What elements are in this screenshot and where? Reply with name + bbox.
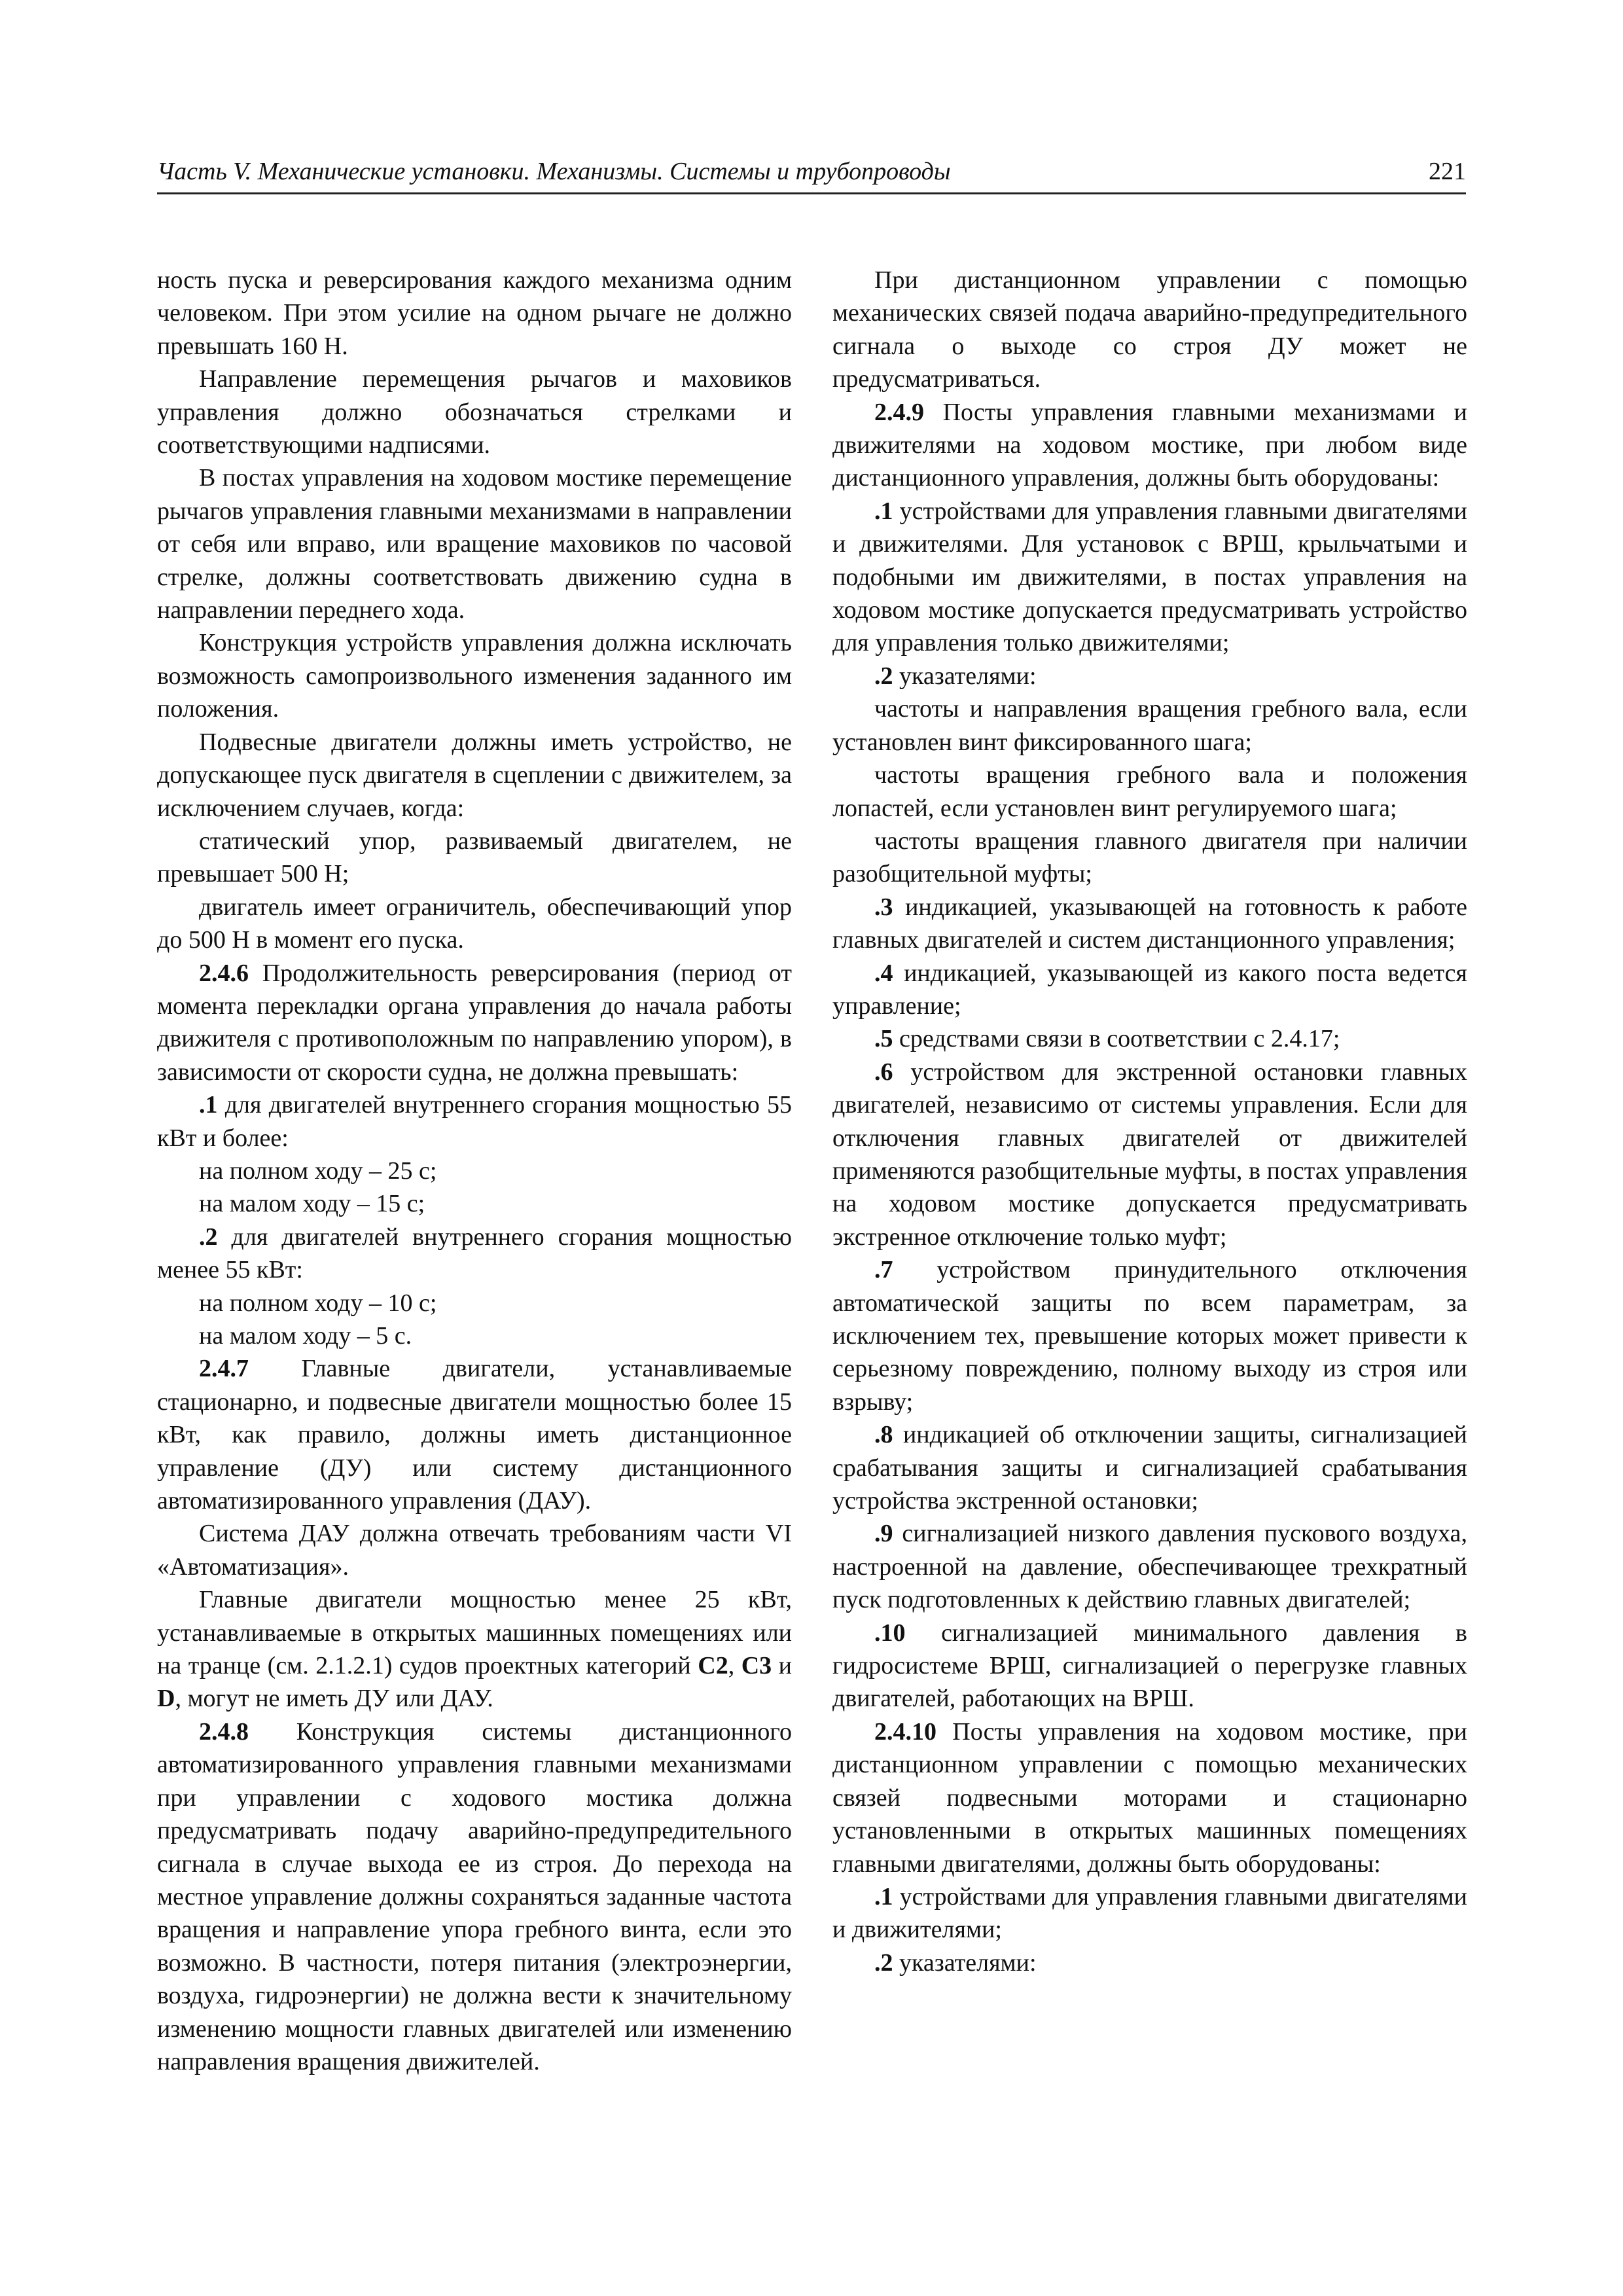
- item-number: .7: [874, 1256, 893, 1284]
- item-text: устройством для экстренной остановки главных двигателей, независимо от системы управления. Если для отключения главных двигателей от движителей применяются разобщительные муфты, в постах управления на ходовом мостике допускается предусматривать экстренное отключение только муфт;: [832, 1058, 1467, 1251]
- item-text: средствами связи в соответствии с 2.4.17;: [893, 1025, 1340, 1053]
- item-number: .9: [874, 1520, 893, 1548]
- item-number: .10: [874, 1619, 906, 1647]
- section-2-4-9: [832, 396, 1467, 495]
- item-text: указателями:: [893, 1948, 1037, 1977]
- clause-number: 2.4.6: [199, 959, 249, 987]
- category-d: D: [157, 1685, 175, 1713]
- item-text: устройствами для управления главными двигателями и движителями;: [832, 1882, 1467, 1944]
- item-text: индикацией об отключении защиты, сигнализацией срабатывания защиты и сигнализацией срабатывания устройства экстренной остановки;: [832, 1421, 1467, 1515]
- item-number: .3: [874, 893, 893, 921]
- item-number: .6: [874, 1058, 893, 1086]
- paragraph: Конструкция устройств управления должна исключать возможность самопроизвольного изменения заданного им положения.: [157, 629, 792, 723]
- clause-text: Продолжительность реверсирования (период от момента перекладки органа управления до начала работы движителя с противоположным по направлению упором), в зависимости от скорости судна, не должна превышать:: [157, 959, 792, 1086]
- section-2-4-8: [157, 1715, 792, 2078]
- page-number: 221: [1429, 158, 1466, 185]
- paragraph: При дистанционном управлении с помощью механических связей подача аварийно-предупредительного сигнала о выходе со строя ДУ может не предусматриваться.: [832, 266, 1467, 393]
- paragraph: на малом ходу – 15 с;: [199, 1190, 425, 1218]
- category-c2: C2: [698, 1652, 728, 1680]
- item-text: индикацией, указывающей на готовность к работе главных двигателей и систем дистанционного управления;: [832, 893, 1467, 954]
- clause-text: Главные двигатели, устанавливаемые стационарно, и подвесные двигатели мощностью более 15 кВт, как правило, должны иметь дистанционное управление (ДУ) или систему дистанционного автоматизированного управления (ДАУ).: [157, 1355, 792, 1515]
- clause-text: Конструкция системы дистанционного автоматизированного управления главными механизмами при управлении с ходового мостика должна предусматривать подачу аварийно-предупредительного сигнала в случае выхода ее из строя. До перехода на местное управление должны сохраняться заданные частота вращения и направление упора гребного винта, если это возможно. В частности, потеря питания (электроэнергии, воздуха, гидроэнергии) не должна вести к значительному изменению мощности главных двигателей или изменению направления вращения движителей.: [157, 1717, 792, 2075]
- list-item: [832, 1517, 1467, 1616]
- section-2-4-6: [157, 957, 792, 1089]
- item-text: сигнализацией низкого давления пускового воздуха, настроенной на давление, обеспечивающее трехкратный пуск подготовленных к действию главных двигателей;: [832, 1520, 1467, 1614]
- item-text: для двигателей внутреннего сгорания мощностью менее 55 кВт:: [157, 1223, 792, 1284]
- list-item: [157, 1221, 792, 1287]
- text-run: ,: [728, 1652, 741, 1680]
- paragraph: Система ДАУ должна отвечать требованиям части VI «Автоматизация».: [157, 1520, 792, 1581]
- header-title: Часть V. Механические установки. Механизмы. Системы и трубопроводы: [157, 158, 951, 185]
- running-header: [157, 157, 1466, 196]
- section-2-4-10: [832, 1715, 1467, 1880]
- clause-number: 2.4.7: [199, 1355, 249, 1383]
- paragraph: [157, 1583, 792, 1715]
- list-item: [832, 957, 1467, 1023]
- item-text: индикацией, указывающей из какого поста ведется управление;: [832, 959, 1467, 1020]
- text-run: , могут не иметь ДУ или ДАУ.: [175, 1685, 493, 1713]
- item-number: .2: [874, 662, 893, 690]
- text-run: Главные двигатели мощностью менее 25 кВт, устанавливаемые в открытых машинных помещениях или на транце (см. 2.1.2.1) судов проектных категорий: [157, 1586, 792, 1680]
- paragraph: на малом ходу – 5 с.: [199, 1322, 412, 1350]
- item-text: для двигателей внутреннего сгорания мощностью 55 кВт и более:: [157, 1091, 792, 1152]
- item-number: .4: [874, 959, 893, 987]
- paragraph: частоты вращения гребного вала и положения лопастей, если установлен винт регулируемого шага;: [832, 761, 1467, 822]
- paragraph: В постах управления на ходовом мостике перемещение рычагов управления главными механизмами в направлении от себя или вправо, или вращение маховиков по часовой стрелке, должны соответствовать движению судна в направлении переднего хода.: [157, 464, 792, 624]
- list-item: [832, 891, 1467, 957]
- list-item: [832, 1946, 1467, 1979]
- item-text: сигнализацией минимального давления в гидросистеме ВРШ, сигнализацией о перегрузке главных двигателей, работающих на ВРШ.: [832, 1619, 1467, 1713]
- right-column: [832, 264, 1467, 1979]
- clause-text: Посты управления на ходовом мостике, при дистанционном управлении с помощью механических связей подвесными моторами и стационарно установленными в открытых машинных помещениях главными двигателями, должны быть оборудованы:: [832, 1717, 1467, 1878]
- paragraph: статический упор, развиваемый двигателем, не превышает 500 Н;: [157, 827, 792, 888]
- list-item: [832, 1617, 1467, 1715]
- list-item: [832, 1022, 1467, 1055]
- paragraph: Направление перемещения рычагов и маховиков управления должно обозначаться стрелками и соответствующими надписями.: [157, 365, 792, 459]
- list-item: [832, 1253, 1467, 1418]
- item-number: .1: [874, 1882, 893, 1910]
- text-run: и: [772, 1652, 793, 1680]
- category-c3: C3: [741, 1652, 772, 1680]
- list-item: [832, 1880, 1467, 1946]
- paragraph: ность пуска и реверсирования каждого механизма одним человеком. При этом усилие на одном рычаге не должно превышать 160 Н.: [157, 266, 792, 360]
- paragraph: двигатель имеет ограничитель, обеспечивающий упор до 500 Н в момент его пуска.: [157, 893, 792, 954]
- left-column: [157, 264, 792, 2078]
- list-item: [832, 660, 1467, 692]
- clause-number: 2.4.8: [199, 1717, 249, 1746]
- list-item: [157, 1088, 792, 1155]
- item-text: устройствами для управления главными двигателями и движителями. Для установок с ВРШ, крыльчатыми и подобными им движителями, в постах управления на ходовом мостике допускается предусматривать устройство для управления только движителями;: [832, 497, 1467, 657]
- item-number: .8: [874, 1421, 893, 1449]
- list-item: [832, 495, 1467, 660]
- list-item: [832, 1418, 1467, 1517]
- clause-number: 2.4.10: [874, 1717, 936, 1746]
- paragraph: частоты и направления вращения гребного вала, если установлен винт фиксированного шага;: [832, 695, 1467, 756]
- section-2-4-7: [157, 1352, 792, 1517]
- paragraph: частоты вращения главного двигателя при наличии разобщительной муфты;: [832, 827, 1467, 888]
- item-number: .1: [199, 1091, 218, 1119]
- paragraph: Подвесные двигатели должны иметь устройство, не допускающее пуск двигателя в сцеплении с движителем, за исключением случаев, когда:: [157, 728, 792, 822]
- clause-number: 2.4.9: [874, 398, 924, 426]
- clause-text: Посты управления главными механизмами и движителями на ходовом мостике, при любом виде дистанционного управления, должны быть оборудованы:: [832, 398, 1467, 492]
- header-rule: [157, 192, 1466, 194]
- item-text: устройством принудительного отключения автоматической защиты по всем параметрам, за исключением тех, превышение которых может привести к серьезному повреждению, полному выходу из строя или взрыву;: [832, 1256, 1467, 1416]
- item-number: .2: [199, 1223, 218, 1251]
- item-number: .5: [874, 1025, 893, 1053]
- item-number: .1: [874, 497, 893, 525]
- paragraph: на полном ходу – 25 с;: [199, 1157, 437, 1185]
- list-item: [832, 1056, 1467, 1253]
- item-text: указателями:: [893, 662, 1037, 690]
- paragraph: на полном ходу – 10 с;: [199, 1289, 437, 1317]
- item-number: .2: [874, 1948, 893, 1977]
